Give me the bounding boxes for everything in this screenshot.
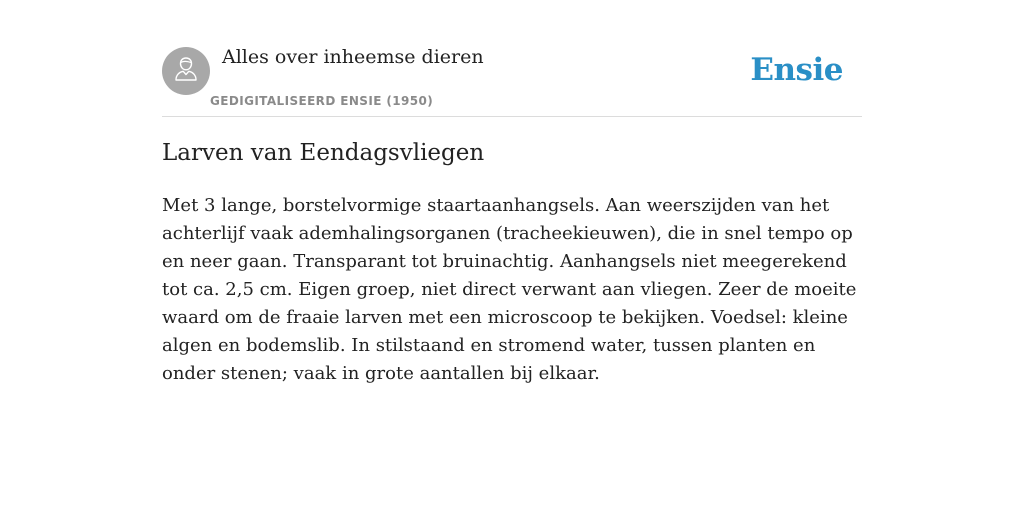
- page-container: [162, 0, 862, 384]
- source-name[interactable]: Alles over inheemse dieren: [222, 46, 484, 68]
- source-subtitle: GEDIGITALISEERD ENSIE (1950): [210, 94, 434, 108]
- source-avatar[interactable]: [162, 47, 210, 95]
- article-body: Met 3 lange, borstelvormige staartaanhangsels. Aan weerszijden van het achterlijf vaak ademhalingsorganen (tracheekieuwen), die in snel tempo op en neer gaan. Transparant tot bruinachtig. Aanhangsels niet meegerekend tot ca. 2,5 cm. Eigen groep, niet direct verwant aan vliegen. Zeer de moeite waard om de fraaie larven met een microscoop te bekijken. Voedsel: kleine algen en bodemslib. In stilstaand en stromend water, tussen planten en onder stenen; vaak in grote aantallen bij elkaar.: [162, 195, 857, 384]
- user-icon: [173, 55, 199, 87]
- article-title: Larven van Eendagsvliegen: [162, 140, 485, 166]
- ensie-logo[interactable]: Ensie: [750, 52, 843, 88]
- source-header: [162, 0, 862, 117]
